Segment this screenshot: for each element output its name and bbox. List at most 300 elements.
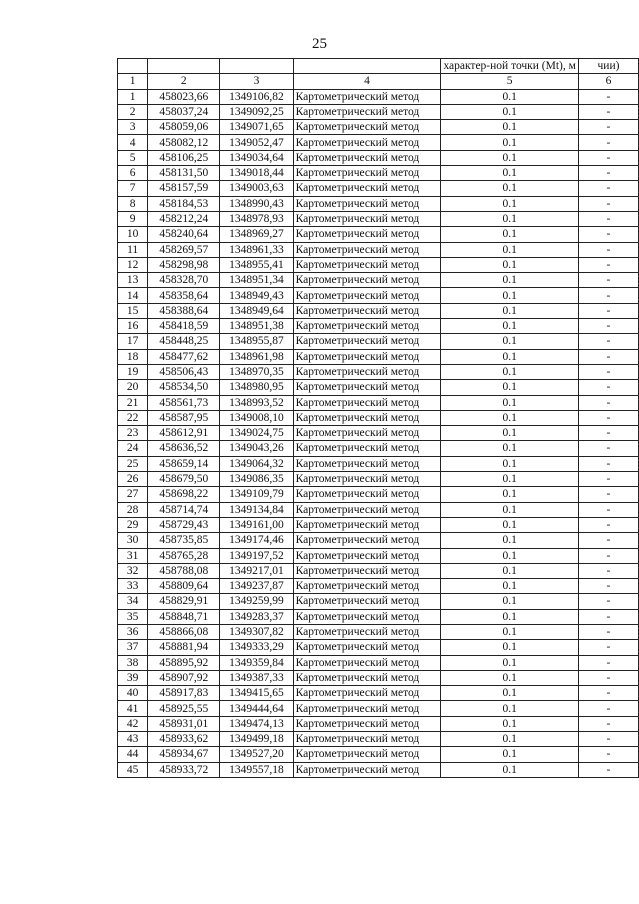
y-coordinate-cell: 1349387,33 — [220, 670, 293, 685]
table-row — [118, 441, 639, 456]
y-coordinate-cell: 1348949,43 — [220, 288, 293, 303]
x-coordinate-cell: 458714,74 — [148, 502, 220, 517]
column-number: 6 — [578, 74, 638, 89]
note-cell: - — [578, 166, 638, 181]
method-cell: Картометрический метод — [293, 211, 441, 226]
note-cell: - — [578, 288, 638, 303]
method-cell: Картометрический метод — [293, 166, 441, 181]
point-number-cell: 20 — [118, 380, 148, 395]
point-number-cell: 25 — [118, 456, 148, 471]
y-coordinate-cell: 1348980,95 — [220, 380, 293, 395]
method-cell: Картометрический метод — [293, 410, 441, 425]
point-number-cell: 30 — [118, 533, 148, 548]
x-coordinate-cell: 458358,64 — [148, 288, 220, 303]
y-coordinate-cell: 1349024,75 — [220, 426, 293, 441]
accuracy-cell: 0.1 — [441, 517, 578, 532]
table-row — [118, 517, 639, 532]
table-row — [118, 533, 639, 548]
table-row — [118, 732, 639, 747]
point-number-cell: 2 — [118, 104, 148, 119]
x-coordinate-cell: 458659,14 — [148, 456, 220, 471]
note-cell: - — [578, 624, 638, 639]
accuracy-cell: 0.1 — [441, 762, 578, 777]
note-cell: - — [578, 502, 638, 517]
point-number-cell: 37 — [118, 640, 148, 655]
header-cell-4 — [293, 59, 441, 74]
method-cell: Картометрический метод — [293, 181, 441, 196]
point-number-cell: 32 — [118, 563, 148, 578]
point-number-cell: 23 — [118, 426, 148, 441]
accuracy-cell: 0.1 — [441, 288, 578, 303]
column-number: 1 — [118, 74, 148, 89]
note-cell: - — [578, 686, 638, 701]
method-cell: Картометрический метод — [293, 150, 441, 165]
method-cell: Картометрический метод — [293, 380, 441, 395]
y-coordinate-cell: 1349197,52 — [220, 548, 293, 563]
accuracy-cell: 0.1 — [441, 120, 578, 135]
x-coordinate-cell: 458184,53 — [148, 196, 220, 211]
accuracy-cell: 0.1 — [441, 410, 578, 425]
x-coordinate-cell: 458418,59 — [148, 319, 220, 334]
y-coordinate-cell: 1349527,20 — [220, 747, 293, 762]
x-coordinate-cell: 458106,25 — [148, 150, 220, 165]
table-row — [118, 410, 639, 425]
y-coordinate-cell: 1349307,82 — [220, 624, 293, 639]
point-number-cell: 34 — [118, 594, 148, 609]
header-cell-3 — [220, 59, 293, 74]
note-cell: - — [578, 456, 638, 471]
header-cell-accuracy: характер-ной точки (Mt), м — [441, 59, 578, 74]
table-row — [118, 456, 639, 471]
table-row — [118, 227, 639, 242]
method-cell: Картометрический метод — [293, 227, 441, 242]
accuracy-cell: 0.1 — [441, 303, 578, 318]
y-coordinate-cell: 1349106,82 — [220, 89, 293, 104]
accuracy-cell: 0.1 — [441, 487, 578, 502]
method-cell: Картометрический метод — [293, 395, 441, 410]
table-row — [118, 288, 639, 303]
y-coordinate-cell: 1349259,99 — [220, 594, 293, 609]
x-coordinate-cell: 458933,72 — [148, 762, 220, 777]
table-row — [118, 257, 639, 272]
y-coordinate-cell: 1348990,43 — [220, 196, 293, 211]
accuracy-cell: 0.1 — [441, 242, 578, 257]
method-cell: Картометрический метод — [293, 655, 441, 670]
accuracy-cell: 0.1 — [441, 747, 578, 762]
x-coordinate-cell: 458881,94 — [148, 640, 220, 655]
accuracy-cell: 0.1 — [441, 319, 578, 334]
accuracy-cell: 0.1 — [441, 426, 578, 441]
x-coordinate-cell: 458534,50 — [148, 380, 220, 395]
accuracy-cell: 0.1 — [441, 334, 578, 349]
method-cell: Картометрический метод — [293, 701, 441, 716]
x-coordinate-cell: 458561,73 — [148, 395, 220, 410]
point-number-cell: 31 — [118, 548, 148, 563]
x-coordinate-cell: 458925,55 — [148, 701, 220, 716]
accuracy-cell: 0.1 — [441, 166, 578, 181]
accuracy-cell: 0.1 — [441, 548, 578, 563]
accuracy-cell: 0.1 — [441, 441, 578, 456]
x-coordinate-cell: 458269,57 — [148, 242, 220, 257]
table-row — [118, 640, 639, 655]
y-coordinate-cell: 1348993,52 — [220, 395, 293, 410]
method-cell: Картометрический метод — [293, 319, 441, 334]
note-cell: - — [578, 211, 638, 226]
x-coordinate-cell: 458240,64 — [148, 227, 220, 242]
note-cell: - — [578, 303, 638, 318]
accuracy-cell: 0.1 — [441, 380, 578, 395]
x-coordinate-cell: 458059,06 — [148, 120, 220, 135]
note-cell: - — [578, 579, 638, 594]
point-number-cell: 39 — [118, 670, 148, 685]
note-cell: - — [578, 609, 638, 624]
point-number-cell: 3 — [118, 120, 148, 135]
note-cell: - — [578, 227, 638, 242]
point-number-cell: 12 — [118, 257, 148, 272]
page-number: 25 — [312, 36, 327, 52]
accuracy-cell: 0.1 — [441, 196, 578, 211]
method-cell: Картометрический метод — [293, 104, 441, 119]
note-cell: - — [578, 135, 638, 150]
accuracy-cell: 0.1 — [441, 609, 578, 624]
note-cell: - — [578, 655, 638, 670]
method-cell: Картометрический метод — [293, 426, 441, 441]
method-cell: Картометрический метод — [293, 349, 441, 364]
x-coordinate-cell: 458212,24 — [148, 211, 220, 226]
x-coordinate-cell: 458298,98 — [148, 257, 220, 272]
table-row — [118, 563, 639, 578]
point-number-cell: 36 — [118, 624, 148, 639]
accuracy-cell: 0.1 — [441, 732, 578, 747]
table-row — [118, 380, 639, 395]
y-coordinate-cell: 1349109,79 — [220, 487, 293, 502]
method-cell: Картометрический метод — [293, 196, 441, 211]
table-row — [118, 181, 639, 196]
accuracy-cell: 0.1 — [441, 563, 578, 578]
x-coordinate-cell: 458698,22 — [148, 487, 220, 502]
note-cell: - — [578, 594, 638, 609]
y-coordinate-cell: 1348961,33 — [220, 242, 293, 257]
point-number-cell: 17 — [118, 334, 148, 349]
point-number-cell: 35 — [118, 609, 148, 624]
point-number-cell: 21 — [118, 395, 148, 410]
note-cell: - — [578, 273, 638, 288]
note-cell: - — [578, 120, 638, 135]
point-number-cell: 45 — [118, 762, 148, 777]
y-coordinate-cell: 1349557,18 — [220, 762, 293, 777]
table-row — [118, 135, 639, 150]
method-cell: Картометрический метод — [293, 686, 441, 701]
point-number-cell: 11 — [118, 242, 148, 257]
x-coordinate-cell: 458917,83 — [148, 686, 220, 701]
note-cell: - — [578, 89, 638, 104]
y-coordinate-cell: 1349003,63 — [220, 181, 293, 196]
note-cell: - — [578, 364, 638, 379]
method-cell: Картометрический метод — [293, 502, 441, 517]
y-coordinate-cell: 1349092,25 — [220, 104, 293, 119]
table-row — [118, 196, 639, 211]
table-row — [118, 334, 639, 349]
table-row — [118, 502, 639, 517]
x-coordinate-cell: 458448,25 — [148, 334, 220, 349]
point-number-cell: 29 — [118, 517, 148, 532]
accuracy-cell: 0.1 — [441, 257, 578, 272]
accuracy-cell: 0.1 — [441, 594, 578, 609]
y-coordinate-cell: 1349064,32 — [220, 456, 293, 471]
accuracy-cell: 0.1 — [441, 89, 578, 104]
table-row — [118, 104, 639, 119]
table-row — [118, 716, 639, 731]
table-row — [118, 273, 639, 288]
x-coordinate-cell: 458388,64 — [148, 303, 220, 318]
y-coordinate-cell: 1349499,18 — [220, 732, 293, 747]
table-row — [118, 579, 639, 594]
column-number: 2 — [148, 74, 220, 89]
table-header-row — [118, 59, 639, 74]
coordinates-table-body — [118, 59, 639, 778]
accuracy-cell: 0.1 — [441, 211, 578, 226]
y-coordinate-cell: 1348970,35 — [220, 364, 293, 379]
header-cell-note: чии) — [578, 59, 638, 74]
x-coordinate-cell: 458729,43 — [148, 517, 220, 532]
y-coordinate-cell: 1349283,37 — [220, 609, 293, 624]
table-row — [118, 426, 639, 441]
accuracy-cell: 0.1 — [441, 640, 578, 655]
accuracy-cell: 0.1 — [441, 181, 578, 196]
point-number-cell: 4 — [118, 135, 148, 150]
x-coordinate-cell: 458931,01 — [148, 716, 220, 731]
table-row — [118, 594, 639, 609]
table-row — [118, 89, 639, 104]
x-coordinate-cell: 458157,59 — [148, 181, 220, 196]
table-row — [118, 686, 639, 701]
accuracy-cell: 0.1 — [441, 135, 578, 150]
point-number-cell: 38 — [118, 655, 148, 670]
x-coordinate-cell: 458587,95 — [148, 410, 220, 425]
point-number-cell: 1 — [118, 89, 148, 104]
method-cell: Картометрический метод — [293, 334, 441, 349]
y-coordinate-cell: 1349217,01 — [220, 563, 293, 578]
accuracy-cell: 0.1 — [441, 579, 578, 594]
method-cell: Картометрический метод — [293, 624, 441, 639]
table-row — [118, 364, 639, 379]
point-number-cell: 26 — [118, 472, 148, 487]
point-number-cell: 16 — [118, 319, 148, 334]
x-coordinate-cell: 458082,12 — [148, 135, 220, 150]
table-row — [118, 609, 639, 624]
accuracy-cell: 0.1 — [441, 349, 578, 364]
y-coordinate-cell: 1349333,29 — [220, 640, 293, 655]
point-number-cell: 9 — [118, 211, 148, 226]
accuracy-cell: 0.1 — [441, 624, 578, 639]
note-cell: - — [578, 716, 638, 731]
note-cell: - — [578, 196, 638, 211]
y-coordinate-cell: 1348955,41 — [220, 257, 293, 272]
method-cell: Картометрический метод — [293, 303, 441, 318]
accuracy-cell: 0.1 — [441, 395, 578, 410]
table-row — [118, 395, 639, 410]
table-row — [118, 211, 639, 226]
y-coordinate-cell: 1349008,10 — [220, 410, 293, 425]
note-cell: - — [578, 242, 638, 257]
point-number-cell: 15 — [118, 303, 148, 318]
point-number-cell: 13 — [118, 273, 148, 288]
y-coordinate-cell: 1349134,84 — [220, 502, 293, 517]
note-cell: - — [578, 563, 638, 578]
x-coordinate-cell: 458866,08 — [148, 624, 220, 639]
coordinates-table — [117, 58, 639, 778]
y-coordinate-cell: 1349359,84 — [220, 655, 293, 670]
column-number-row — [118, 74, 639, 89]
table-row — [118, 166, 639, 181]
table-row — [118, 487, 639, 502]
note-cell: - — [578, 732, 638, 747]
point-number-cell: 28 — [118, 502, 148, 517]
table-row — [118, 150, 639, 165]
point-number-cell: 22 — [118, 410, 148, 425]
method-cell: Картометрический метод — [293, 640, 441, 655]
y-coordinate-cell: 1349043,26 — [220, 441, 293, 456]
table-row — [118, 548, 639, 563]
point-number-cell: 7 — [118, 181, 148, 196]
point-number-cell: 43 — [118, 732, 148, 747]
point-number-cell: 40 — [118, 686, 148, 701]
note-cell: - — [578, 472, 638, 487]
y-coordinate-cell: 1349034,64 — [220, 150, 293, 165]
header-cell-2 — [148, 59, 220, 74]
note-cell: - — [578, 548, 638, 563]
method-cell: Картометрический метод — [293, 135, 441, 150]
x-coordinate-cell: 458907,92 — [148, 670, 220, 685]
point-number-cell: 19 — [118, 364, 148, 379]
note-cell: - — [578, 747, 638, 762]
y-coordinate-cell: 1349071,65 — [220, 120, 293, 135]
note-cell: - — [578, 426, 638, 441]
method-cell: Картометрический метод — [293, 441, 441, 456]
x-coordinate-cell: 458848,71 — [148, 609, 220, 624]
table-row — [118, 701, 639, 716]
accuracy-cell: 0.1 — [441, 472, 578, 487]
point-number-cell: 24 — [118, 441, 148, 456]
method-cell: Картометрический метод — [293, 517, 441, 532]
y-coordinate-cell: 1349086,35 — [220, 472, 293, 487]
y-coordinate-cell: 1348969,27 — [220, 227, 293, 242]
y-coordinate-cell: 1349052,47 — [220, 135, 293, 150]
method-cell: Картометрический метод — [293, 242, 441, 257]
note-cell: - — [578, 701, 638, 716]
method-cell: Картометрический метод — [293, 533, 441, 548]
point-number-cell: 33 — [118, 579, 148, 594]
point-number-cell: 27 — [118, 487, 148, 502]
table-row — [118, 349, 639, 364]
column-number: 3 — [220, 74, 293, 89]
x-coordinate-cell: 458933,62 — [148, 732, 220, 747]
method-cell: Картометрический метод — [293, 288, 441, 303]
accuracy-cell: 0.1 — [441, 150, 578, 165]
x-coordinate-cell: 458477,62 — [148, 349, 220, 364]
point-number-cell: 14 — [118, 288, 148, 303]
x-coordinate-cell: 458829,91 — [148, 594, 220, 609]
x-coordinate-cell: 458037,24 — [148, 104, 220, 119]
method-cell: Картометрический метод — [293, 747, 441, 762]
method-cell: Картометрический метод — [293, 456, 441, 471]
x-coordinate-cell: 458765,28 — [148, 548, 220, 563]
table-row — [118, 242, 639, 257]
accuracy-cell: 0.1 — [441, 655, 578, 670]
x-coordinate-cell: 458735,85 — [148, 533, 220, 548]
note-cell: - — [578, 319, 638, 334]
method-cell: Картометрический метод — [293, 257, 441, 272]
x-coordinate-cell: 458895,92 — [148, 655, 220, 670]
method-cell: Картометрический метод — [293, 273, 441, 288]
table-row — [118, 472, 639, 487]
accuracy-cell: 0.1 — [441, 273, 578, 288]
y-coordinate-cell: 1348949,64 — [220, 303, 293, 318]
accuracy-cell: 0.1 — [441, 670, 578, 685]
y-coordinate-cell: 1349474,13 — [220, 716, 293, 731]
method-cell: Картометрический метод — [293, 89, 441, 104]
table-row — [118, 762, 639, 777]
x-coordinate-cell: 458636,52 — [148, 441, 220, 456]
point-number-cell: 42 — [118, 716, 148, 731]
y-coordinate-cell: 1348961,98 — [220, 349, 293, 364]
header-cell-1 — [118, 59, 148, 74]
method-cell: Картометрический метод — [293, 609, 441, 624]
x-coordinate-cell: 458934,67 — [148, 747, 220, 762]
method-cell: Картометрический метод — [293, 716, 441, 731]
x-coordinate-cell: 458788,08 — [148, 563, 220, 578]
point-number-cell: 44 — [118, 747, 148, 762]
y-coordinate-cell: 1348951,34 — [220, 273, 293, 288]
note-cell: - — [578, 380, 638, 395]
table-row — [118, 624, 639, 639]
y-coordinate-cell: 1348955,87 — [220, 334, 293, 349]
note-cell: - — [578, 257, 638, 272]
note-cell: - — [578, 334, 638, 349]
y-coordinate-cell: 1348978,93 — [220, 211, 293, 226]
y-coordinate-cell: 1349018,44 — [220, 166, 293, 181]
note-cell: - — [578, 150, 638, 165]
method-cell: Картометрический метод — [293, 120, 441, 135]
method-cell: Картометрический метод — [293, 594, 441, 609]
note-cell: - — [578, 670, 638, 685]
method-cell: Картометрический метод — [293, 579, 441, 594]
accuracy-cell: 0.1 — [441, 104, 578, 119]
note-cell: - — [578, 441, 638, 456]
note-cell: - — [578, 517, 638, 532]
point-number-cell: 41 — [118, 701, 148, 716]
accuracy-cell: 0.1 — [441, 716, 578, 731]
y-coordinate-cell: 1348951,38 — [220, 319, 293, 334]
table-row — [118, 303, 639, 318]
method-cell: Картометрический метод — [293, 364, 441, 379]
y-coordinate-cell: 1349444,64 — [220, 701, 293, 716]
method-cell: Картометрический метод — [293, 732, 441, 747]
x-coordinate-cell: 458131,50 — [148, 166, 220, 181]
point-number-cell: 5 — [118, 150, 148, 165]
accuracy-cell: 0.1 — [441, 701, 578, 716]
y-coordinate-cell: 1349237,87 — [220, 579, 293, 594]
y-coordinate-cell: 1349161,00 — [220, 517, 293, 532]
point-number-cell: 18 — [118, 349, 148, 364]
method-cell: Картометрический метод — [293, 670, 441, 685]
x-coordinate-cell: 458612,91 — [148, 426, 220, 441]
note-cell: - — [578, 533, 638, 548]
note-cell: - — [578, 395, 638, 410]
method-cell: Картометрический метод — [293, 487, 441, 502]
table-row — [118, 747, 639, 762]
note-cell: - — [578, 487, 638, 502]
